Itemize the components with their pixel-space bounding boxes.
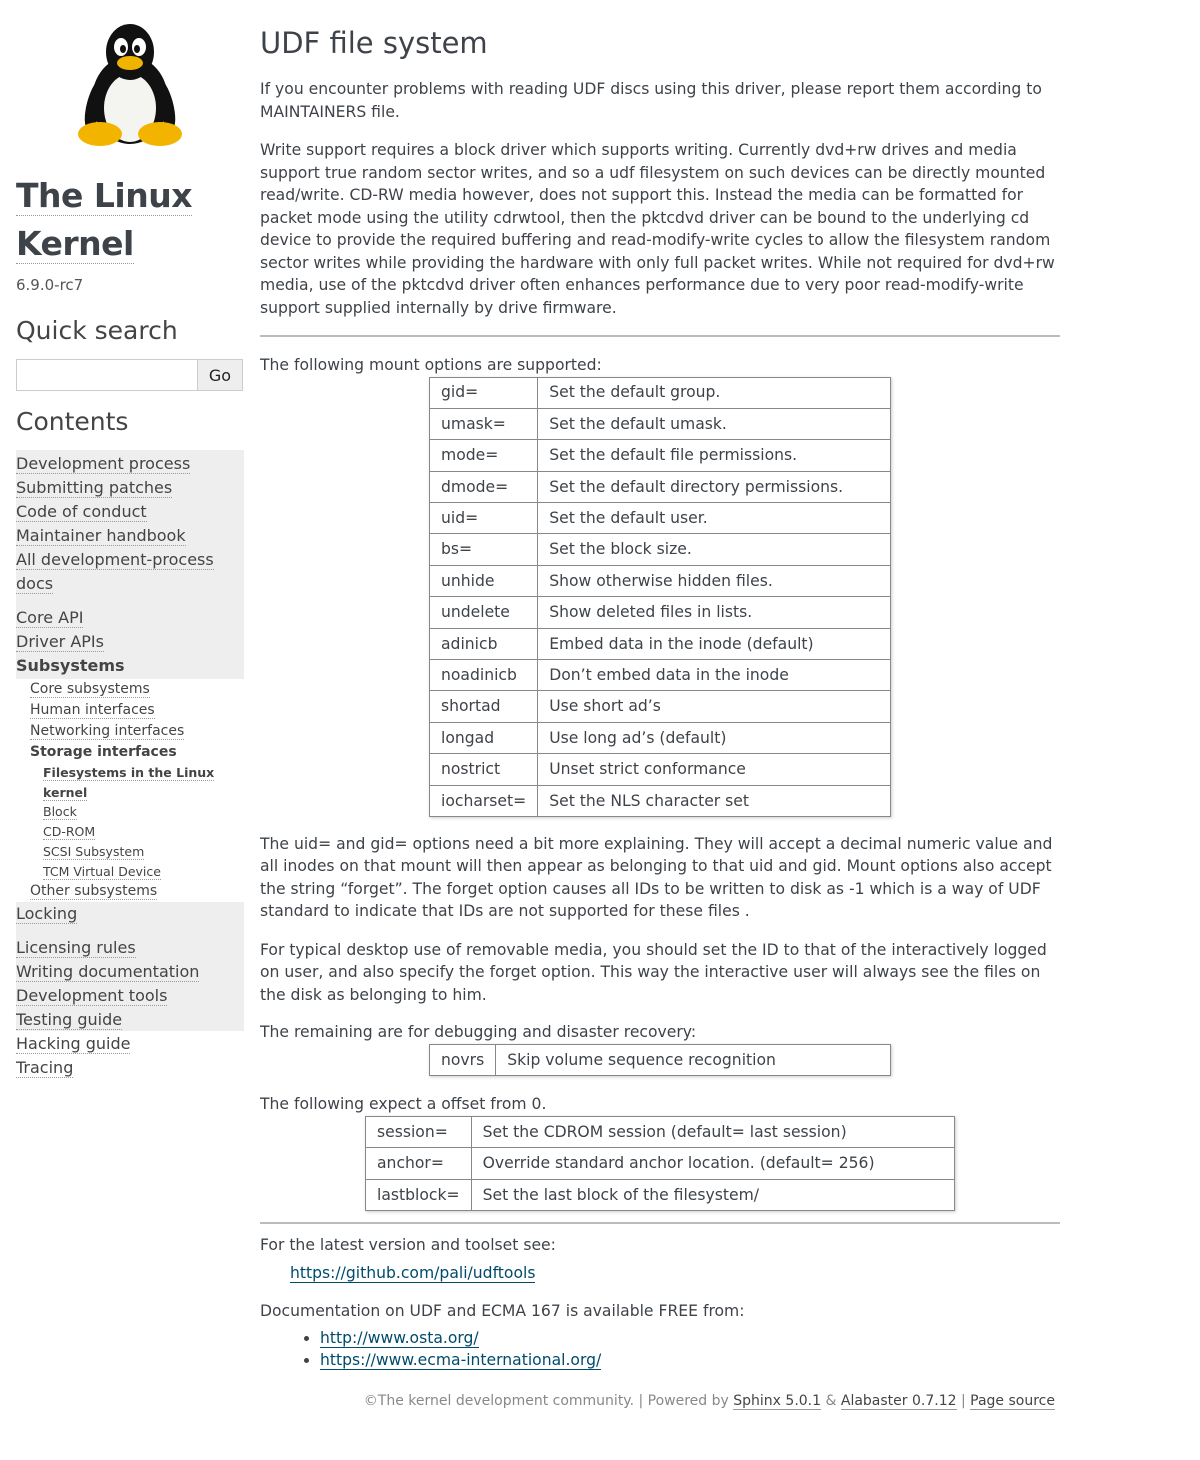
tux-logo[interactable] [76,22,184,150]
toc-maintainer-handbook[interactable]: Maintainer handbook [16,526,186,545]
toc-filesystems[interactable]: Filesystems in the Linux kernel [43,765,215,800]
page-title: UDF file system [260,26,488,60]
option-name: uid= [430,503,538,534]
option-description: Set the default directory permissions. [538,471,891,502]
divider [260,335,1060,337]
debug-intro: The remaining are for debugging and disaster recovery: [260,1023,697,1042]
option-description: Set the default group. [538,377,891,408]
toc-human-interfaces[interactable]: Human interfaces [30,702,155,718]
toc-block[interactable]: Block [43,804,77,820]
site-title[interactable] [16,172,244,268]
option-name: lastblock= [366,1179,472,1210]
table-row [430,785,891,816]
option-description: Skip volume sequence recognition [496,1044,891,1075]
option-description: Don’t embed data in the inode [538,660,891,691]
toc-locking[interactable]: Locking [16,904,78,924]
option-description: Unset strict conformance [538,754,891,785]
main-content [260,0,1060,1412]
divider [260,1222,1060,1224]
search-go-button[interactable]: Go [197,359,243,391]
option-description: Set the default umask. [538,408,891,439]
search-input[interactable] [16,359,197,391]
toc-all-dev-process-docs[interactable]: All development-process docs [16,550,214,593]
intro-paragraph: If you encounter problems with reading UDF discs using this driver, please report them according to MAINTAINERS file. [260,80,1042,121]
toc-core-api[interactable]: Core API [16,608,84,627]
udftools-link[interactable]: https://github.com/pali/udftools [290,1263,536,1282]
option-name: noadinicb [430,660,538,691]
sidebar [16,0,244,1078]
toc-storage-interfaces[interactable]: Storage interfaces [30,744,177,760]
doc-links-list [260,1327,1060,1371]
table-row [430,565,891,596]
toc-development-process[interactable]: Development process [16,454,191,473]
documentation-paragraph: Documentation on UDF and ECMA 167 is available FREE from: [260,1302,745,1321]
footer-copyright: ©The kernel development community. | Powered by [363,1392,734,1409]
offset-intro: The following expect a offset from 0. [260,1095,547,1114]
desktop-use-paragraph: For typical desktop use of removable media, you should set the ID to that of the interactively logged on user, and also specify the forget option. This way the interactive user will always see the files on the disk as belonging to him. [260,940,1047,1004]
udftools-link-block [290,1262,1060,1285]
option-description: Set the last block of the filesystem/ [471,1179,954,1210]
option-description: Use short ad’s [538,691,891,722]
option-name: shortad [430,691,538,722]
option-name: iocharset= [430,785,538,816]
toc-subsystems-children [16,679,244,902]
option-name: novrs [430,1044,496,1075]
table-row [366,1179,955,1210]
page-source-link[interactable]: Page source [970,1392,1055,1409]
option-description: Set the NLS character set [538,785,891,816]
footer-sep: | [956,1392,971,1409]
option-name: longad [430,722,538,753]
option-name: bs= [430,534,538,565]
option-name: nostrict [430,754,538,785]
table-row [366,1148,955,1179]
table-row [430,471,891,502]
option-description: Set the default user. [538,503,891,534]
uid-gid-paragraph: The uid= and gid= options need a bit more explaining. They will accept a decimal numeric value and all inodes on that mount will then appear as belonging to that uid and gid. Mount options also accept the string “forget”. The forget option causes all IDs to be written to disk as -1 which is a way of UDF standard to indicate that IDs are not supported for these files . [260,834,1053,921]
table-row [430,534,891,565]
quick-search-heading: Quick search [16,316,178,345]
latest-version-paragraph: For the latest version and toolset see: [260,1236,556,1255]
option-name: unhide [430,565,538,596]
write-support-paragraph: Write support requires a block driver which supports writing. Currently dvd+rw drives and media support true random sector writes, and so a udf filesystem on such devices can be directly mounted read/write. CD-RW media however, does not support this. Instead the media can be formatted for packet mode using the utility cdrwtool, then the pktcdvd driver can be bound to the underlying cd device to provide the required buffering and read-modify-write cycles to allow the filesystem random sector writes while providing the hardware with only full packet writes. While not required for dvd+rw media, use of the pktcdvd driver often enhances performance due to very poor read-modify-write support supplied internally by drive firmware. [260,141,1055,317]
toc-hacking-guide[interactable]: Hacking guide [16,1034,131,1054]
table-row [430,408,891,439]
mount-options-intro: The following mount options are supported: [260,356,602,374]
toc-writing-documentation[interactable]: Writing documentation [16,962,200,982]
mount-options-table [429,377,891,817]
option-name: anchor= [366,1148,472,1179]
option-name: dmode= [430,471,538,502]
table-row [430,660,891,691]
toc-scsi-subsystem[interactable]: SCSI Subsystem [43,843,145,859]
table-row [430,597,891,628]
table-row [430,440,891,471]
table-row [366,1116,955,1147]
toc-licensing-rules[interactable]: Licensing rules [16,938,136,958]
table-row [430,722,891,753]
toc-code-of-conduct[interactable]: Code of conduct [16,502,147,521]
table-row [430,1044,891,1075]
footer [260,1390,1060,1413]
option-description: Show otherwise hidden files. [538,565,891,596]
search-form [16,359,244,391]
toc-tracing[interactable]: Tracing [16,1058,74,1078]
option-description: Embed data in the inode (default) [538,628,891,659]
table-row [430,691,891,722]
table-row [430,628,891,659]
contents-heading: Contents [16,407,129,436]
toc-submitting-patches[interactable]: Submitting patches [16,478,173,497]
option-description: Set the CDROM session (default= last session) [471,1116,954,1147]
option-name: session= [366,1116,472,1147]
site-title-line2[interactable]: Kernel [16,224,134,263]
footer-amp: & [821,1392,841,1409]
option-name: umask= [430,408,538,439]
toc-cdrom[interactable]: CD-ROM [43,824,96,840]
option-name: undelete [430,597,538,628]
table-row [430,754,891,785]
option-description: Override standard anchor location. (default= 256) [471,1148,954,1179]
table-row [430,377,891,408]
toc-subsystems[interactable]: Subsystems [16,656,125,675]
toc-tcm-virtual-device[interactable]: TCM Virtual Device [43,863,161,879]
site-title-line1[interactable]: The Linux [16,176,192,215]
list-item [320,1349,1060,1371]
offset-options-table [365,1116,955,1211]
option-description: Use long ad’s (default) [538,722,891,753]
toc-testing-guide[interactable]: Testing guide [16,1010,123,1030]
option-name: adinicb [430,628,538,659]
version-label: 6.9.0-rc7 [16,276,84,294]
osta-link[interactable]: http://www.osta.org/ [320,1328,479,1347]
table-row [430,503,891,534]
option-name: gid= [430,377,538,408]
sphinx-link[interactable]: Sphinx 5.0.1 [733,1392,822,1409]
option-description: Show deleted files in lists. [538,597,891,628]
option-description: Set the block size. [538,534,891,565]
toc-development-tools[interactable]: Development tools [16,986,168,1006]
list-item [320,1327,1060,1349]
toc-core-subsystems[interactable]: Core subsystems [30,681,150,697]
alabaster-link[interactable]: Alabaster 0.7.12 [840,1392,957,1409]
ecma-link[interactable]: https://www.ecma-international.org/ [320,1350,602,1369]
toc-tree [16,450,244,1078]
toc-driver-apis[interactable]: Driver APIs [16,632,104,651]
option-name: mode= [430,440,538,471]
toc-other-subsystems[interactable]: Other subsystems [30,883,158,900]
option-description: Set the default file permissions. [538,440,891,471]
debug-options-table [429,1044,891,1076]
toc-networking-interfaces[interactable]: Networking interfaces [30,723,185,739]
